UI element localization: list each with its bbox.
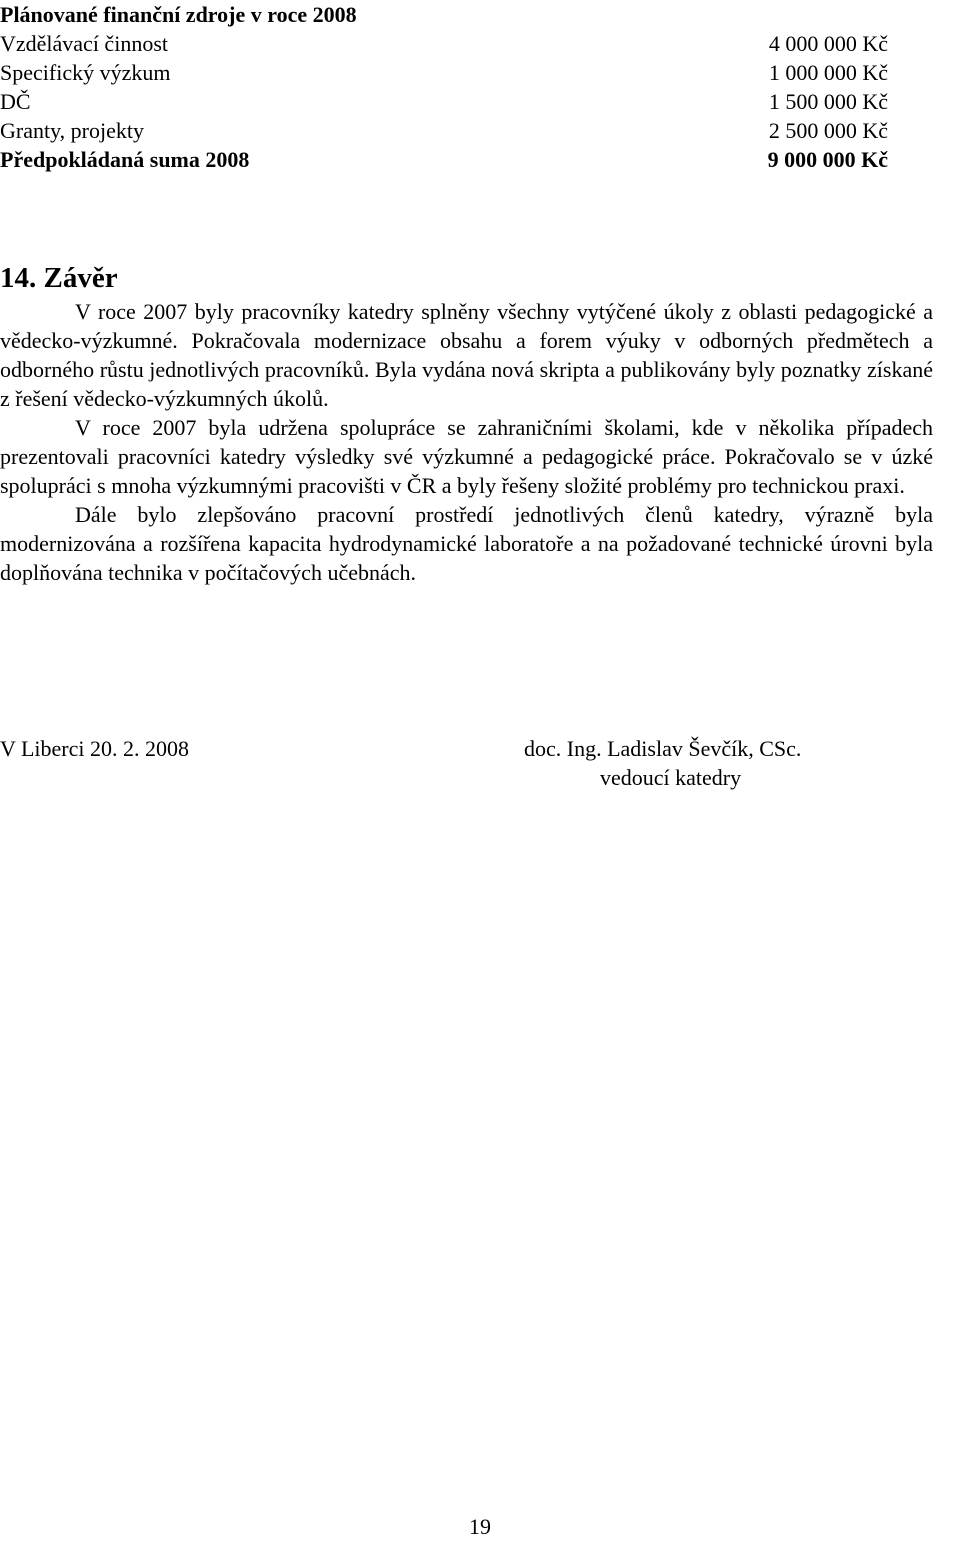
paragraph: Dále bylo zlepšováno pracovní prostředí jednotlivých členů katedry, výrazně byla modernizována a rozšířena kapacita hydrodynamické laboratoře a na požadované technické úrovni byla doplňována technika v počítačových učebnách. <box>0 502 933 585</box>
section-heading: 14. Závěr <box>0 262 118 294</box>
budget-row <box>0 116 900 145</box>
budget-row <box>0 87 900 116</box>
place-date: V Liberci 20. 2. 2008 <box>0 736 190 761</box>
budget-total-row <box>0 145 900 174</box>
conclusion-text <box>0 297 933 587</box>
budget-item-label: DČ <box>0 89 31 114</box>
budget-total-amount: 9 000 000 Kč <box>767 147 888 172</box>
budget-item-label: Specifický výzkum <box>0 60 171 85</box>
budget-total-label: Předpokládaná suma 2008 <box>0 147 250 172</box>
budget-table <box>0 0 900 174</box>
budget-item-amount: 1 000 000 Kč <box>768 60 888 85</box>
paragraph: V roce 2007 byly pracovníky katedry splněny všechny vytýčené úkoly z oblasti pedagogické a vědecko-výzkumné. Pokračovala modernizace obsahu a forem výuky v odborných předmětech a odborného růstu jednotlivých pracovníků. Byla vydána nová skripta a publikovány byly poznatky získané z řešení vědecko-výzkumných úkolů. <box>0 299 933 411</box>
signature-block <box>0 734 960 794</box>
page-number: 19 <box>469 1514 491 1539</box>
budget-title: Plánované finanční zdroje v roce 2008 <box>0 2 357 27</box>
budget-row <box>0 58 900 87</box>
budget-item-label: Vzdělávací činnost <box>0 31 168 56</box>
paragraph: V roce 2007 byla udržena spolupráce se zahraničními školami, kde v několika případech prezentovali pracovníci katedry výsledky své výzkumné a pedagogické práce. Pokračovalo se v úzké spolupráci s mnoha výzkumnými pracovišti v ČR a byly řešeny složité problémy pro technickou praxi. <box>0 415 933 498</box>
budget-item-label: Granty, projekty <box>0 118 144 143</box>
signatory-name: doc. Ing. Ladislav Ševčík, CSc. <box>524 736 802 761</box>
budget-item-amount: 2 500 000 Kč <box>768 118 888 143</box>
budget-item-amount: 4 000 000 Kč <box>768 31 888 56</box>
signatory-role: vedoucí katedry <box>600 765 742 790</box>
budget-item-amount: 1 500 000 Kč <box>768 89 888 114</box>
budget-row <box>0 29 900 58</box>
